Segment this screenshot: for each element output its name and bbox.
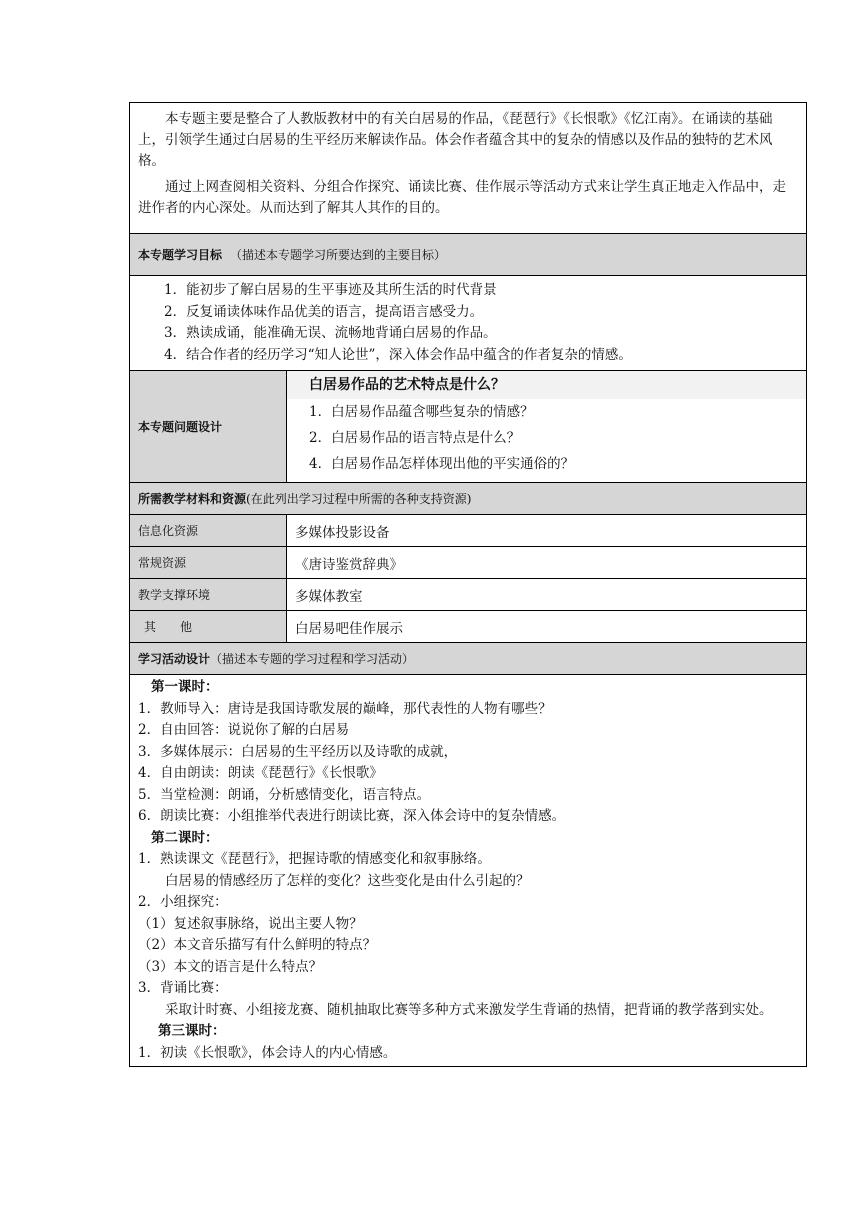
resource-label: 常规资源 <box>130 547 287 579</box>
resource-label: 其 他 <box>130 611 287 643</box>
activity-line: （1）复述叙事脉络，说出主要人物？ <box>138 915 363 932</box>
activity-line: 1．熟读课文《琵琶行》，把握诗歌的情感变化和叙事脉络。 <box>138 851 491 867</box>
activity-line: 白居易的情感经历了怎样的变化？这些变化是由什么引起的？ <box>165 872 530 889</box>
resources-header <box>130 483 807 515</box>
lesson-2-title: 第二课时： <box>151 829 219 846</box>
intro-paragraph-2: 通过上网查阅相关资料、分组合作探究、诵读比赛、佳作展示等活动方式来让学生真正地走入作品中，走进作者的内心深处。从而达到了解其人其作的目的。 <box>138 179 786 216</box>
goals-header-row <box>130 234 807 276</box>
lesson-3-title: 第三课时： <box>158 1023 226 1039</box>
goals-list <box>130 276 807 371</box>
activity-line: 3．背诵比赛： <box>138 980 228 996</box>
activity-line: （2）本文音乐描写有什么鲜明的特点？ <box>138 937 377 953</box>
questions-row <box>130 371 807 483</box>
intro-cell <box>130 103 807 234</box>
activity-line: 6．朗读比赛：小组推举代表进行朗读比赛，深入体会诗中的复杂情感。 <box>138 808 566 824</box>
activity-line: 1．初读《长恨歌》，体会诗人的内心情感。 <box>138 1044 397 1061</box>
goal-item: 1．能初步了解白居易的生平事迹及其所生活的时代背景 <box>164 282 497 298</box>
resource-value: 多媒体投影设备 <box>287 515 807 547</box>
activity-line: 2．小组探究： <box>138 894 228 910</box>
resource-value: 《唐诗鉴赏辞典》 <box>287 547 807 579</box>
activities-heading: 学习活动设计 <box>138 652 211 666</box>
activities-description: （描述本专题的学习过程和学习活动） <box>210 652 415 666</box>
goals-row <box>130 276 807 371</box>
resource-row <box>130 579 807 611</box>
activity-line: 5．当堂检测：朗诵，分析感情变化，语言特点。 <box>138 786 431 803</box>
goal-item: 2．反复诵读体味作品优美的语言，提高语言感受力。 <box>164 303 484 320</box>
activities-header <box>130 643 807 675</box>
resource-row <box>130 515 807 547</box>
activity-line: 2．自由回答：说说你了解的白居易 <box>138 722 350 738</box>
question-item: 1．白居易作品蕴含哪些复杂的情感？ <box>309 404 534 420</box>
goal-item: 3．熟读成诵，能准确无误、流畅地背诵白居易的作品。 <box>164 325 497 341</box>
questions-cell <box>287 371 807 483</box>
activities-header-row <box>130 643 807 675</box>
main-question: 白居易作品的艺术特点是什么？ <box>287 371 806 399</box>
resource-value: 多媒体教室 <box>287 579 807 611</box>
questions-label: 本专题问题设计 <box>130 371 287 483</box>
resource-row <box>130 547 807 579</box>
activities-row <box>130 675 807 1067</box>
goal-item: 4．结合作者的经历学习“知人论世”，深入体会作品中蕴含的作者复杂的情感。 <box>164 346 632 363</box>
activity-line: （3）本文的语言是什么特点？ <box>138 958 323 975</box>
activities-cell <box>130 675 807 1067</box>
activity-line: 采取计时赛、小组接龙赛、随机抽取比赛等多种方式来激发学生背诵的热情，把背诵的教学落到实处。 <box>165 1001 773 1018</box>
activity-line: 3．多媒体展示：白居易的生平经历以及诗歌的成就， <box>138 743 458 760</box>
activity-line: 1．教师导入：唐诗是我国诗歌发展的巅峰，那代表性的人物有哪些？ <box>138 700 552 717</box>
goals-header <box>130 234 807 276</box>
resources-heading: 所需教学材料和资源 <box>138 492 247 506</box>
activity-line: 4．自由朗读：朗读《琵琶行》《长恨歌》 <box>138 765 383 781</box>
intro-row <box>130 103 807 234</box>
question-item: 4．白居易作品怎样体现出他的平实通俗的？ <box>309 456 575 472</box>
lesson-1-title: 第一课时： <box>151 679 219 695</box>
goals-heading: 本专题学习目标 <box>138 248 223 262</box>
intro-paragraph-1: 本专题主要是整合了人教版教材中的有关白居易的作品，《琵琶行》《长恨歌》《忆江南》。在诵读的基础上，引领学生通过白居易的生平经历来解读作品。体会作者蕴含其中的复杂的情感以及作品的独特的艺术风格。 <box>138 111 773 169</box>
resource-label: 信息化资源 <box>130 515 287 547</box>
resource-label: 教学支撑环境 <box>130 579 287 611</box>
lesson-plan-table <box>129 102 806 1067</box>
resources-header-row <box>130 483 807 515</box>
question-item: 2．白居易作品的语言特点是什么？ <box>309 430 521 446</box>
resource-value: 白居易吧佳作展示 <box>287 611 807 643</box>
resource-row <box>130 611 807 643</box>
resources-description: (在此列出学习过程中所需的各种支持资源) <box>246 492 472 506</box>
goals-description: （描述本专题学习所要达到的主要目标） <box>230 248 447 262</box>
